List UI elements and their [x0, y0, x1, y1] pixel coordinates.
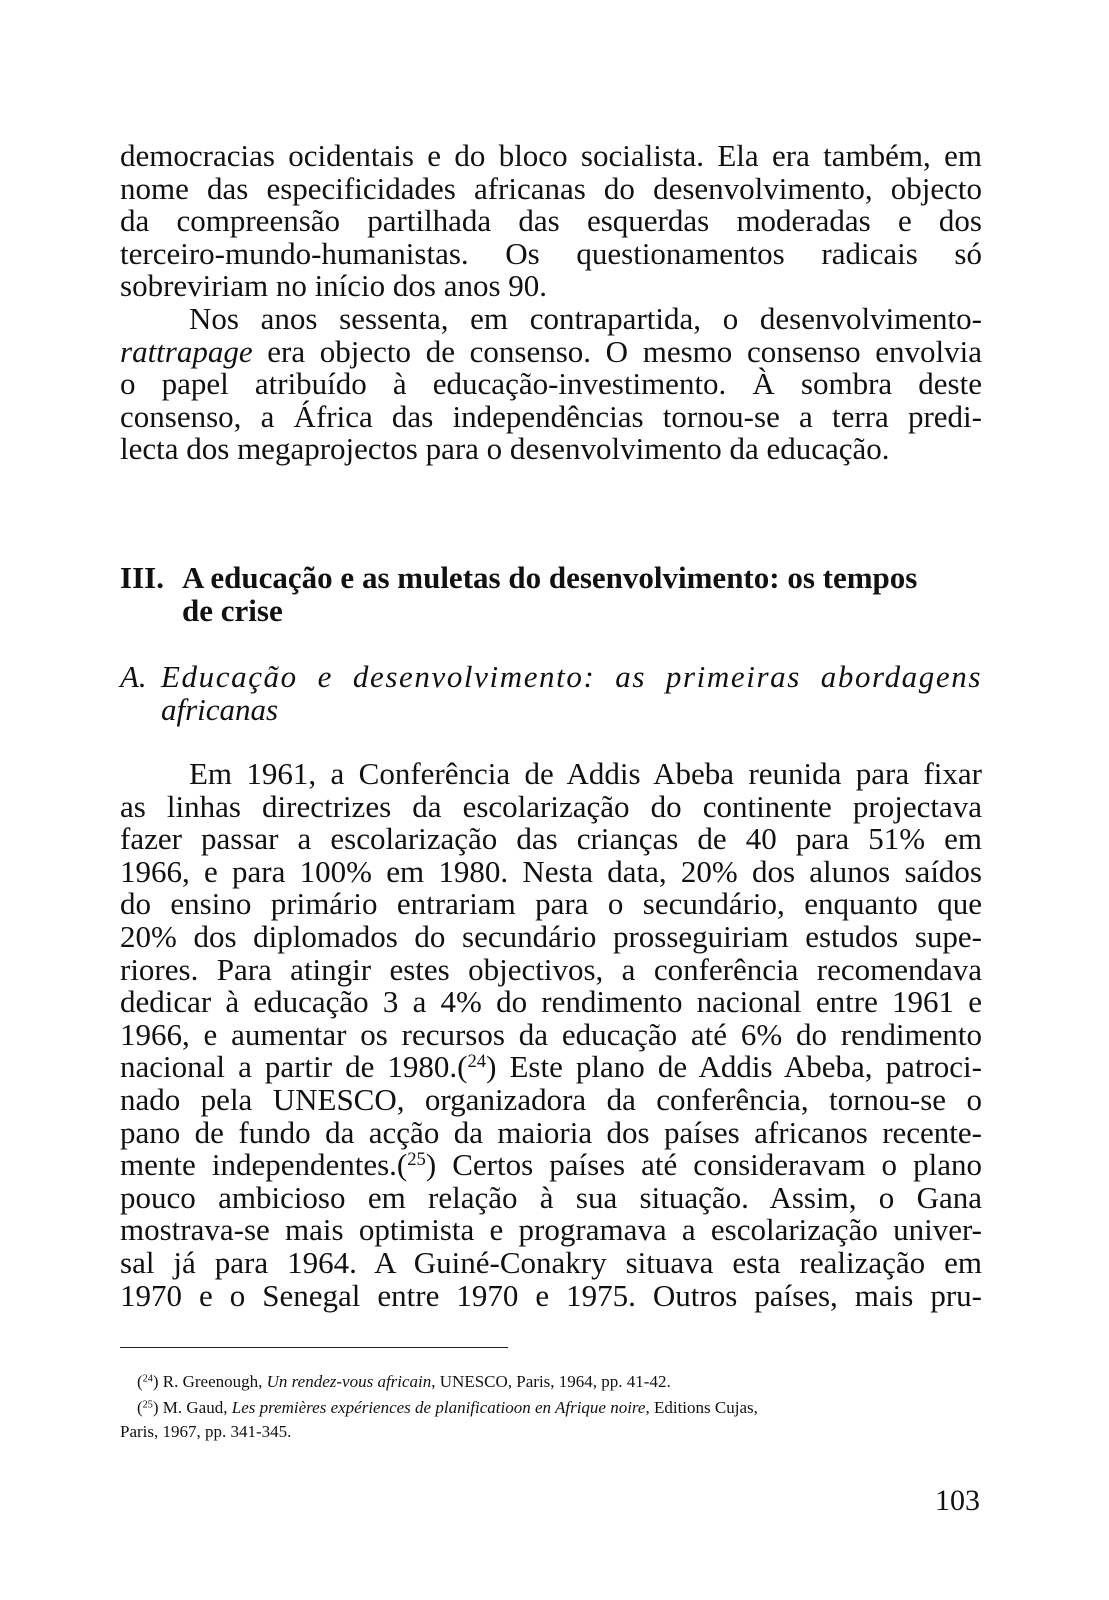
text-line: 1966, e para 100% em 1980. Nesta data, 20% dos alunos saídos [120, 853, 982, 889]
text-line: 1970 e o Senegal entre 1970 e 1975. Outros países, mais pru- [120, 1277, 982, 1313]
text-line: nado pela UNESCO, organizadora da conferência, tornou-se o [120, 1081, 982, 1117]
subheading-line: africanas [161, 691, 279, 727]
footnote-marker: 25 [142, 1399, 153, 1411]
footnote-25 [120, 1396, 982, 1444]
text-line: da compreensão partilhada das esquerdas moderadas e dos [120, 203, 982, 239]
heading-line [120, 562, 982, 595]
text-line: dedicar à educação 3 a 4% do rendimento nacional entre 1961 e [120, 984, 982, 1020]
paragraph-1 [120, 140, 982, 303]
paragraph-3 [120, 758, 982, 1312]
text-line: o papel atribuído à educação-investimento. À sombra deste [120, 366, 982, 402]
text-line: as linhas directrizes da escolarização do continente projectava [120, 788, 982, 824]
text-fragment: mente independentes.( [120, 1147, 408, 1183]
footnote-title: Un rendez-vous africain [266, 1372, 432, 1391]
footnote-line: Paris, 1967, pp. 341-345. [120, 1422, 292, 1441]
footnote-line [120, 1396, 982, 1420]
footnote-marker-close: ) [152, 1398, 159, 1417]
footnote-marker-close: ) [152, 1372, 159, 1391]
subheading-line [120, 661, 982, 694]
page-number: 103 [935, 1484, 980, 1517]
text-line: riores. Para atingir estes objectivos, a conferência recomendava [120, 951, 982, 987]
footnote-24 [120, 1370, 982, 1394]
text-line: sal já para 1964. A Guiné-Conakry situava esta realização em [120, 1244, 982, 1280]
text-fragment: ) Este plano de Addis Abeba, patroci- [486, 1049, 982, 1085]
text-line: pano de fundo da acção da maioria dos países africanos recente- [120, 1114, 982, 1150]
footnote-divider [120, 1347, 508, 1348]
footnote-rest: , Editions Cujas, [645, 1398, 758, 1417]
text-line: terceiro-mundo-humanistas. Os questionamentos radicais só [120, 235, 982, 271]
footnote-marker-open: ( [137, 1398, 143, 1417]
footnote-ref: 25 [407, 1148, 426, 1170]
text-line: 1966, e aumentar os recursos da educação até 6% do rendimento [120, 1016, 982, 1052]
footnote-author: R. Greenough, [158, 1372, 267, 1391]
text-line: consenso, a África das independências tornou-se a terra predi- [120, 398, 982, 434]
subsection-letter: A. [120, 659, 147, 694]
subheading-text: Educação e desenvolvimento: as primeiras abordagens [161, 659, 982, 694]
footnote-marker: 24 [142, 1373, 153, 1385]
text-line: do ensino primário entrariam para o secundário, enquanto que [120, 886, 982, 922]
footnote-author: M. Gaud, [158, 1398, 232, 1417]
section-heading [120, 562, 982, 627]
section-number: III. [120, 560, 164, 595]
text-line: mostrava-se mais optimista e programava a escolarização univer- [120, 1212, 982, 1248]
text-line: Em 1961, a Conferência de Addis Abeba reunida para fixar [189, 756, 982, 791]
text-line: sobreviriam no início dos anos 90. [120, 268, 548, 304]
text-line: nome das especificidades africanas do desenvolvimento, objecto [120, 170, 982, 206]
heading-text: A educação e as muletas do desenvolvimento: os tempos [182, 560, 918, 595]
text-line: fazer passar a escolarização das crianças de 40 para 51% em [120, 821, 982, 857]
text-line: lecta dos megaprojectos para o desenvolvimento da educação. [120, 431, 890, 467]
paragraph-2 [120, 303, 982, 466]
text-fragment: ) Certos países até consideravam o plano [425, 1147, 982, 1183]
text-line: 20% dos diplomados do secundário prosseguiriam estudos supe- [120, 918, 982, 954]
text-line [120, 333, 982, 369]
footnote-rest: , UNESCO, Paris, 1964, pp. 41-42. [431, 1372, 671, 1391]
footnote-line [120, 1370, 982, 1394]
subsection-heading [120, 661, 982, 726]
footnote-marker-open: ( [137, 1372, 143, 1391]
footnote-title: Les premières expériences de planificatioon en Afrique noire [231, 1398, 646, 1417]
text-fragment: era objecto de consenso. O mesmo consenso envolvia [252, 333, 982, 369]
footnote-ref: 24 [467, 1051, 487, 1073]
text-line [120, 1051, 982, 1084]
text-line: pouco ambicioso em relação à sua situação. Assim, o Gana [120, 1179, 982, 1215]
heading-line: de crise [182, 592, 283, 628]
text-line: democracias ocidentais e do bloco socialista. Ela era também, em [120, 138, 982, 173]
text-line [120, 1149, 982, 1182]
text-line: Nos anos sessenta, em contrapartida, o desenvolvimento- [189, 301, 982, 336]
text-fragment: nacional a partir de 1980.( [120, 1049, 468, 1085]
italic-term: rattrapage [120, 333, 253, 369]
